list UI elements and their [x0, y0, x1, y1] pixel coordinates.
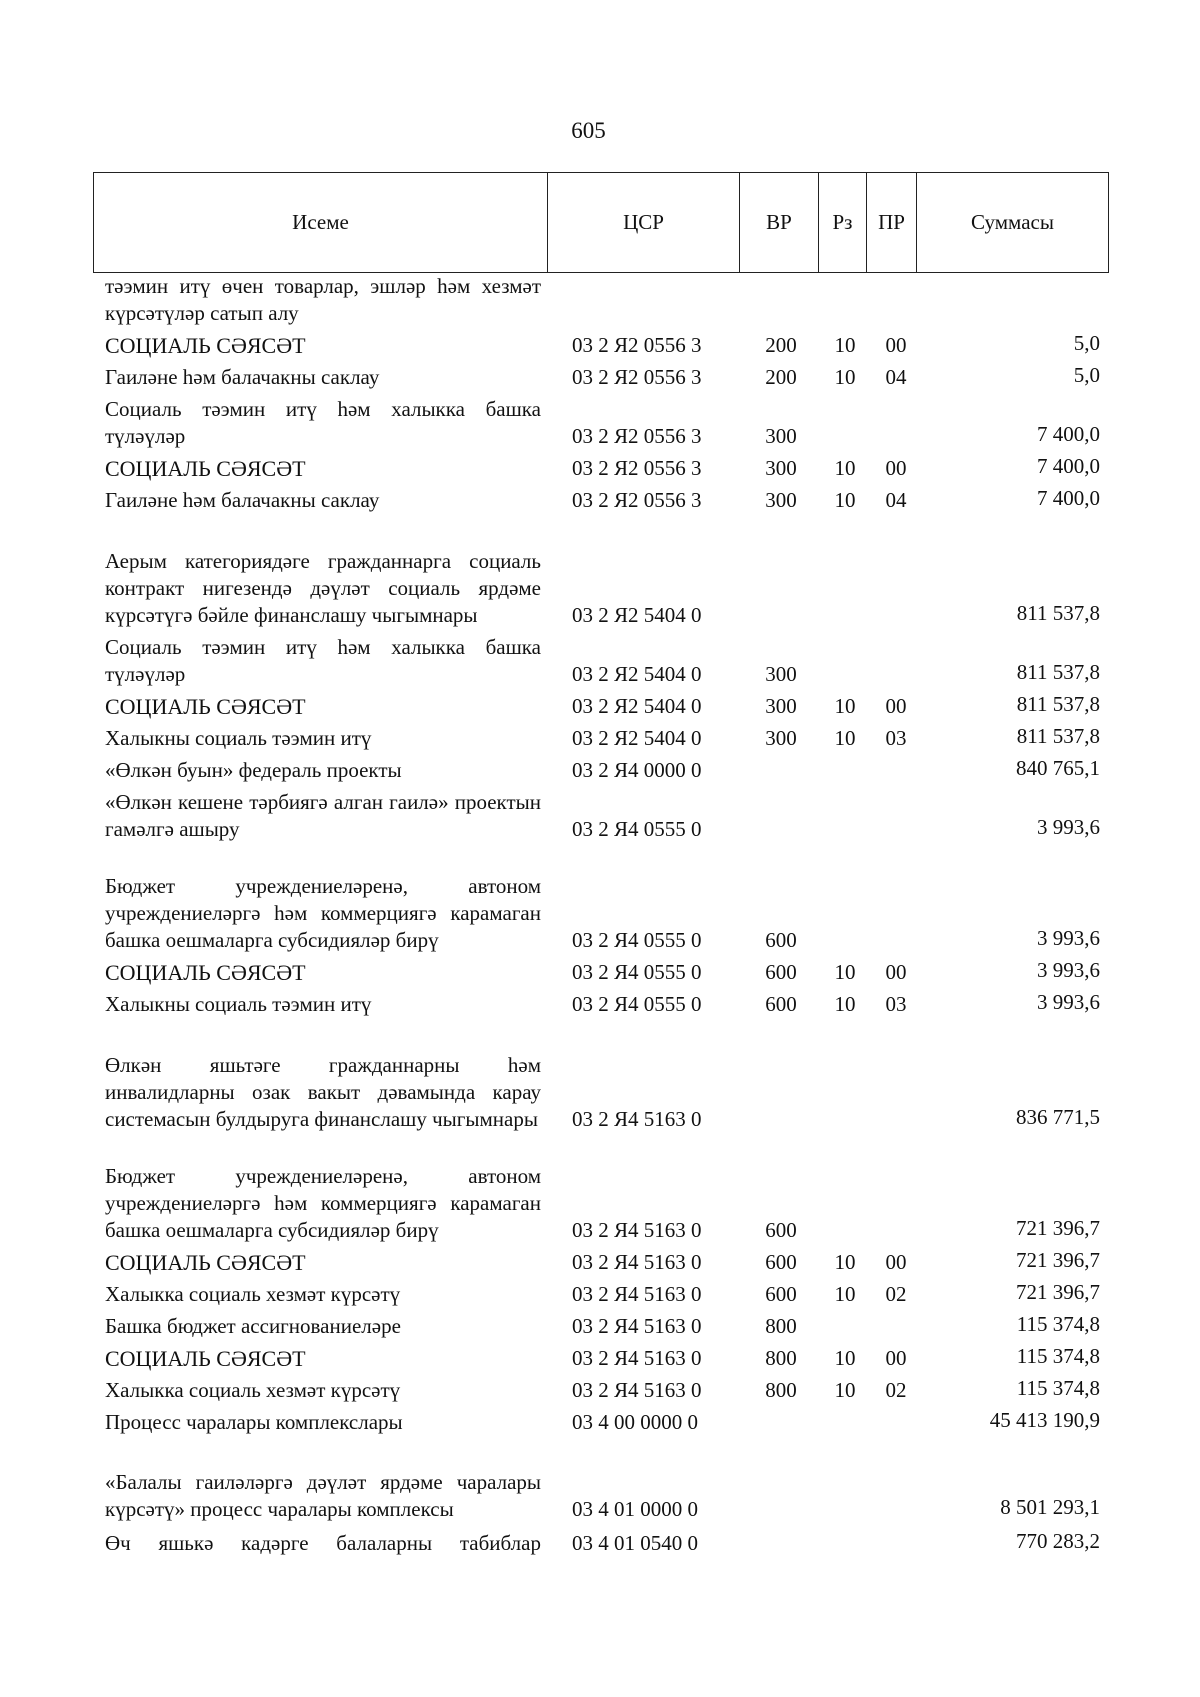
row-rz: 10 — [834, 365, 856, 389]
row-sum: 3 993,6 — [1037, 815, 1100, 839]
row-sum: 3 993,6 — [1037, 926, 1100, 950]
column-header-name: Исеме — [94, 173, 548, 273]
row-vr: 800 — [765, 1314, 797, 1338]
row-vr: 300 — [765, 726, 797, 750]
row-rz: 10 — [834, 694, 856, 718]
row-vr: 300 — [765, 694, 797, 718]
row-name: Гаиләне һәм балачакны саклау — [105, 488, 380, 512]
row-csr: 03 2 Я2 0556 3 — [572, 424, 702, 448]
row-sum: 45 413 190,9 — [989, 1408, 1100, 1432]
table-row — [0, 1374, 1200, 1406]
table-row — [0, 1135, 1200, 1246]
row-name: СОЦИАЛЬ СӘЯСӘТ — [105, 694, 306, 719]
row-csr: 03 2 Я4 0555 0 — [572, 928, 702, 952]
row-csr: 03 4 01 0540 0 — [572, 1531, 698, 1555]
row-vr: 600 — [765, 992, 797, 1016]
column-header-pr: ПР — [867, 173, 917, 273]
row-name: «Өлкән буын» федераль проекты — [105, 758, 402, 782]
row-vr: 200 — [765, 365, 797, 389]
table-row — [0, 1406, 1200, 1438]
row-vr: 600 — [765, 928, 797, 952]
table-body — [0, 274, 1200, 1559]
table-row — [0, 1278, 1200, 1310]
row-csr: 03 2 Я4 5163 0 — [572, 1314, 702, 1338]
row-vr: 200 — [765, 333, 797, 357]
row-vr: 800 — [765, 1346, 797, 1370]
row-sum: 7 400,0 — [1037, 486, 1100, 510]
row-csr: 03 2 Я2 0556 3 — [572, 333, 702, 357]
row-csr: 03 2 Я4 5163 0 — [572, 1250, 702, 1274]
row-name: СОЦИАЛЬ СӘЯСӘТ — [105, 960, 306, 985]
row-name: СОЦИАЛЬ СӘЯСӘТ — [105, 1250, 306, 1275]
row-sum: 811 537,8 — [1016, 601, 1100, 625]
row-csr: 03 2 Я4 5163 0 — [572, 1282, 702, 1306]
row-csr: 03 2 Я2 5404 0 — [572, 662, 702, 686]
row-rz: 10 — [834, 1346, 856, 1370]
row-csr: 03 2 Я4 0555 0 — [572, 992, 702, 1016]
row-sum: 721 396,7 — [1016, 1280, 1100, 1304]
table-row — [0, 722, 1200, 754]
row-pr: 04 — [885, 488, 907, 512]
row-rz: 10 — [834, 1250, 856, 1274]
column-header-csr: ЦСР — [548, 173, 740, 273]
row-csr: 03 2 Я4 5163 0 — [572, 1378, 702, 1402]
table-row — [0, 786, 1200, 845]
row-name: Процесс чаралары комплекслары — [105, 1410, 403, 1434]
row-sum: 115 374,8 — [1016, 1376, 1100, 1400]
row-sum: 115 374,8 — [1016, 1344, 1100, 1368]
row-name: Башка бюджет ассигнованиеләре — [105, 1314, 401, 1338]
row-name: «Балалы гаиләләргә дәүләт ярдәме чаралары күрсәтү» процесс чаралары комплексы — [105, 1470, 541, 1521]
row-vr: 300 — [765, 456, 797, 480]
row-name: Халыкны социаль тәэмин итү — [105, 726, 372, 750]
row-sum: 8 501 293,1 — [1000, 1495, 1100, 1519]
row-sum: 721 396,7 — [1016, 1216, 1100, 1240]
row-csr: 03 2 Я2 5404 0 — [572, 694, 702, 718]
row-csr: 03 4 00 0000 0 — [572, 1410, 698, 1434]
table-row — [0, 1310, 1200, 1342]
table-row — [0, 1525, 1200, 1559]
row-vr: 300 — [765, 488, 797, 512]
column-header-sum: Суммасы — [917, 173, 1109, 273]
row-sum: 5,0 — [1073, 363, 1100, 387]
row-name: Өч яшькә кадәрге балаларны табиблар — [105, 1531, 541, 1555]
row-name: Халыкка социаль хезмәт күрсәтү — [105, 1282, 401, 1306]
table-header — [93, 172, 1109, 273]
table-row — [0, 361, 1200, 393]
row-pr: 00 — [885, 1250, 907, 1274]
row-vr: 300 — [765, 424, 797, 448]
table-row — [0, 845, 1200, 956]
row-name: «Өлкән кешене тәрбиягә алган гаилә» проектын гамәлгә ашыру — [105, 790, 541, 841]
row-name: тәэмин итү өчен товарлар, эшләр һәм хезмәт күрсәтүләр сатып алу — [105, 274, 541, 325]
row-name: СОЦИАЛЬ СӘЯСӘТ — [105, 1346, 306, 1371]
table-row — [0, 329, 1200, 361]
row-sum: 3 993,6 — [1037, 990, 1100, 1014]
row-name: Социаль тәэмин итү һәм халыкка башка түләүләр — [105, 635, 541, 686]
row-pr: 04 — [885, 365, 907, 389]
row-csr: 03 2 Я2 5404 0 — [572, 603, 702, 627]
table-row — [0, 631, 1200, 690]
table-row — [0, 393, 1200, 452]
table-row — [0, 754, 1200, 786]
row-sum: 811 537,8 — [1016, 692, 1100, 716]
row-csr: 03 2 Я4 5163 0 — [572, 1346, 702, 1370]
row-csr: 03 4 01 0000 0 — [572, 1497, 698, 1521]
row-sum: 770 283,2 — [1016, 1529, 1100, 1553]
table-row — [0, 1438, 1200, 1525]
table-row — [0, 1246, 1200, 1278]
row-csr: 03 2 Я2 0556 3 — [572, 456, 702, 480]
row-name: Бюджет учреждениеләренә, автоном учреждениеләргә һәм коммерциягә карамаган башка оешмаларга субсидияләр бирү — [105, 1164, 541, 1242]
table-row — [0, 1020, 1200, 1135]
row-rz: 10 — [834, 488, 856, 512]
row-sum: 115 374,8 — [1016, 1312, 1100, 1336]
row-name: Бюджет учреждениеләренә, автоном учреждениеләргә һәм коммерциягә карамаган башка оешмаларга субсидияләр бирү — [105, 874, 541, 952]
row-csr: 03 2 Я4 0000 0 — [572, 758, 702, 782]
column-header-rz: Рз — [819, 173, 867, 273]
row-vr: 600 — [765, 1282, 797, 1306]
row-csr: 03 2 Я4 5163 0 — [572, 1218, 702, 1242]
row-csr: 03 2 Я2 0556 3 — [572, 365, 702, 389]
row-sum: 811 537,8 — [1016, 660, 1100, 684]
table-row — [0, 516, 1200, 631]
table-row — [0, 452, 1200, 484]
row-sum: 7 400,0 — [1037, 422, 1100, 446]
row-csr: 03 2 Я4 5163 0 — [572, 1107, 702, 1131]
row-pr: 00 — [885, 333, 907, 357]
table-row — [0, 274, 1200, 329]
row-rz: 10 — [834, 992, 856, 1016]
row-name: Халыкны социаль тәэмин итү — [105, 992, 372, 1016]
column-header-vr: ВР — [740, 173, 819, 273]
row-name: Халыкка социаль хезмәт күрсәтү — [105, 1378, 401, 1402]
row-name: Аерым категориядәге гражданнарга социаль контракт нигезендә дәүләт социаль ярдәме күрсәтүгә бәйле финанслашу чыгымнары — [105, 549, 541, 627]
row-rz: 10 — [834, 333, 856, 357]
row-rz: 10 — [834, 456, 856, 480]
row-sum: 7 400,0 — [1037, 454, 1100, 478]
row-pr: 00 — [885, 1346, 907, 1370]
row-rz: 10 — [834, 1378, 856, 1402]
row-pr: 02 — [885, 1282, 907, 1306]
row-pr: 00 — [885, 960, 907, 984]
row-name: Гаиләне һәм балачакны саклау — [105, 365, 380, 389]
row-name: СОЦИАЛЬ СӘЯСӘТ — [105, 456, 306, 481]
row-vr: 800 — [765, 1378, 797, 1402]
row-pr: 03 — [885, 992, 907, 1016]
row-rz: 10 — [834, 960, 856, 984]
row-vr: 600 — [765, 1250, 797, 1274]
row-sum: 3 993,6 — [1037, 958, 1100, 982]
row-rz: 10 — [834, 726, 856, 750]
table-row — [0, 956, 1200, 988]
row-name: Социаль тәэмин итү һәм халыкка башка түләүләр — [105, 397, 541, 448]
row-sum: 811 537,8 — [1016, 724, 1100, 748]
row-pr: 02 — [885, 1378, 907, 1402]
row-sum: 836 771,5 — [1016, 1105, 1100, 1129]
row-vr: 600 — [765, 1218, 797, 1242]
row-sum: 721 396,7 — [1016, 1248, 1100, 1272]
row-sum: 840 765,1 — [1016, 756, 1100, 780]
row-csr: 03 2 Я4 0555 0 — [572, 817, 702, 841]
row-pr: 00 — [885, 456, 907, 480]
table-row — [0, 1342, 1200, 1374]
row-vr: 300 — [765, 662, 797, 686]
row-csr: 03 2 Я2 5404 0 — [572, 726, 702, 750]
page-number: 605 — [571, 118, 606, 143]
row-csr: 03 2 Я2 0556 3 — [572, 488, 702, 512]
row-sum: 5,0 — [1073, 331, 1100, 355]
table-row — [0, 690, 1200, 722]
row-pr: 03 — [885, 726, 907, 750]
row-name: Өлкән яшьтәге гражданнарны һәм инвалидларны озак вакыт дәвамында карау системасын булдыруга финанслашу чыгымнары — [105, 1053, 541, 1131]
row-pr: 00 — [885, 694, 907, 718]
table-row — [0, 484, 1200, 516]
row-rz: 10 — [834, 1282, 856, 1306]
table-row — [0, 988, 1200, 1020]
row-vr: 600 — [765, 960, 797, 984]
row-csr: 03 2 Я4 0555 0 — [572, 960, 702, 984]
row-name: СОЦИАЛЬ СӘЯСӘТ — [105, 333, 306, 358]
